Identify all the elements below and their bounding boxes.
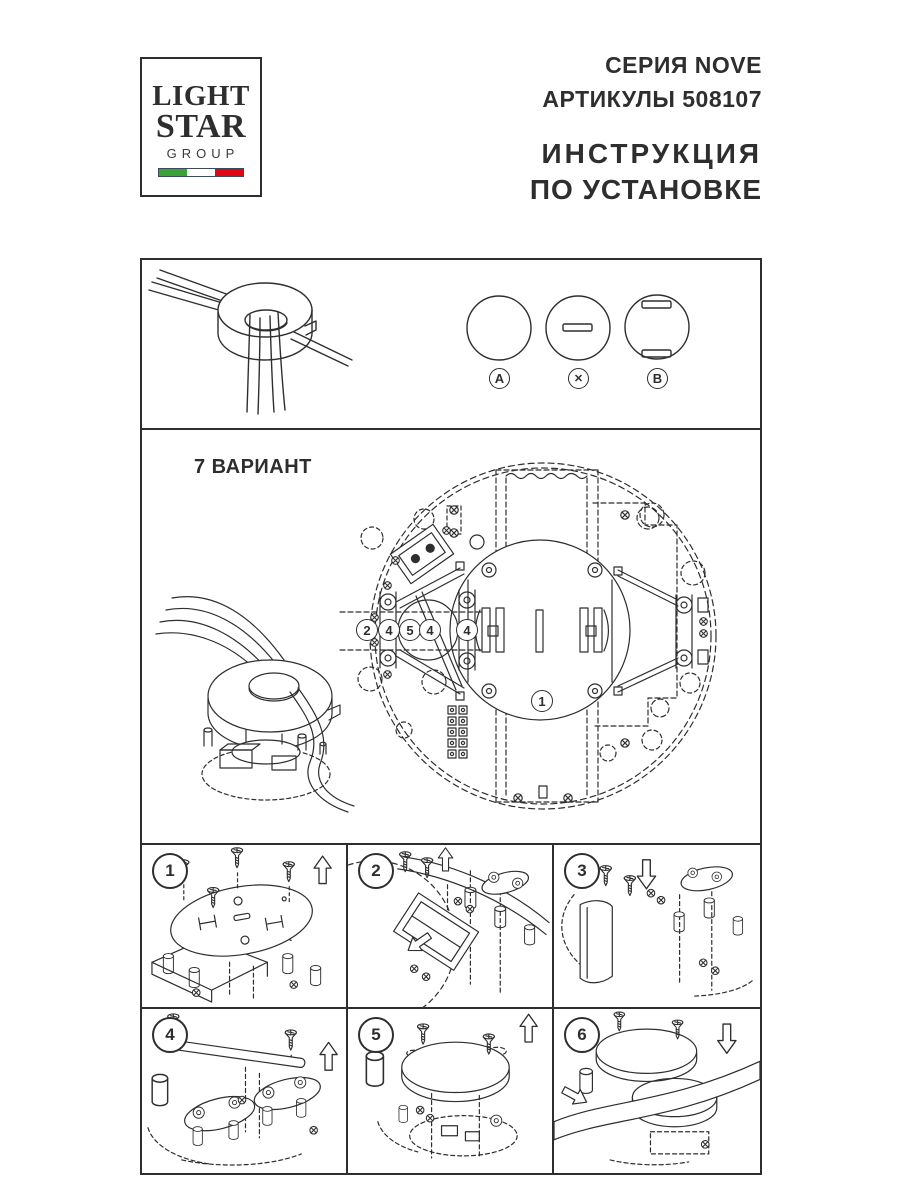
variant-illustration xyxy=(142,430,760,843)
side-arrow-icon xyxy=(560,1083,591,1110)
step-5-panel xyxy=(348,1009,554,1173)
document-header xyxy=(530,52,762,206)
callout-4b: 4 xyxy=(419,619,441,641)
up-arrow-icon xyxy=(520,1014,537,1042)
step-4-badge: 4 xyxy=(152,1017,188,1053)
logo-word-star: STAR xyxy=(155,107,247,145)
up-arrow-icon xyxy=(320,1042,337,1070)
callout-5: 5 xyxy=(399,619,421,641)
hole-type-circles xyxy=(467,295,689,360)
callout-4c: 4 xyxy=(456,619,478,641)
logo-word-light: LIGHT xyxy=(152,80,250,112)
connector-strip-drawing xyxy=(448,706,467,758)
step-2-panel xyxy=(348,845,554,1009)
step-6-panel xyxy=(554,1009,760,1173)
step-1-panel xyxy=(142,845,348,1009)
canopy-drawing xyxy=(149,270,352,414)
series-line: СЕРИЯ NOVE xyxy=(605,52,762,78)
variant-panel xyxy=(140,428,762,845)
callout-2: 2 xyxy=(356,619,378,641)
flag-red-stripe xyxy=(215,169,243,176)
hole-label-a: A xyxy=(489,368,510,389)
step-3-panel xyxy=(554,845,760,1009)
down-arrow-icon xyxy=(718,1024,736,1053)
lightstar-logo xyxy=(140,57,262,197)
callout-4a: 4 xyxy=(378,619,400,641)
up-arrow-icon xyxy=(314,856,331,883)
variant-title: 7 ВАРИАНТ xyxy=(194,456,312,478)
legend-illustration xyxy=(142,260,760,428)
flag-green-stripe xyxy=(159,169,187,176)
step-2-badge: 2 xyxy=(358,853,394,889)
logo-word-group: GROUP xyxy=(166,145,240,161)
hole-label-cross: ✕ xyxy=(568,368,589,389)
step-6-badge: 6 xyxy=(564,1017,600,1053)
step-1-badge: 1 xyxy=(152,853,188,889)
callout-1: 1 xyxy=(531,690,553,712)
step-3-badge: 3 xyxy=(564,853,600,889)
canopy-with-wires-drawing xyxy=(156,597,354,812)
down-arrow-icon xyxy=(637,860,655,889)
legend-panel xyxy=(140,258,762,430)
article-line: АРТИКУЛЫ 508107 xyxy=(542,86,762,112)
hole-label-b: B xyxy=(647,368,668,389)
steps-grid xyxy=(140,843,762,1175)
italian-flag-bar xyxy=(158,168,244,177)
step-5-badge: 5 xyxy=(358,1017,394,1053)
step-4-panel xyxy=(142,1009,348,1173)
flag-white-stripe xyxy=(187,169,215,176)
title-line-2: ПО УСТАНОВКЕ xyxy=(529,174,762,205)
title-line-1: ИНСТРУКЦИЯ xyxy=(541,138,762,169)
